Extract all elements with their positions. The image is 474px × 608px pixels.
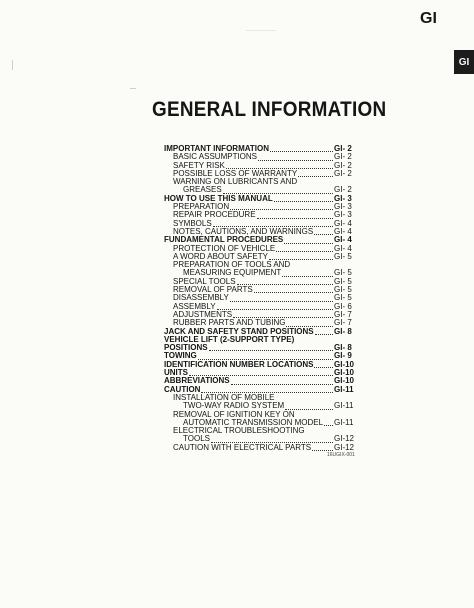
toc-entry-label: ELECTRICAL TROUBLESHOOTING [173,426,305,436]
toc-entry-page: GI- 4 [334,226,352,236]
toc-entry-label: POSITIONS [164,343,208,353]
toc-entry-page: GI- 7 [334,318,352,328]
toc-leader-dots [274,201,333,202]
toc-entry-page: GI-12 [334,434,355,444]
toc-entry-label: SPECIAL TOOLS [173,276,236,286]
toc-leader-dots [276,251,333,252]
page-title: GENERAL INFORMATION [152,98,387,121]
toc-entry-page: GI- 2 [334,152,352,162]
toc-entry-page: GI- 4 [334,235,352,245]
toc-entry-label: PROTECTION OF VEHICLE [173,243,276,253]
toc-entry-page: GI- 6 [334,301,352,311]
toc-entry[interactable] [164,361,360,369]
toc-entry-label: IMPORTANT INFORMATION [164,144,270,153]
toc-entry-label: REPAIR PROCEDURE [173,210,256,220]
toc-entry-label: TOOLS [183,434,210,444]
toc-entry-label: PREPARATION OF TOOLS AND [173,260,291,270]
toc-entry-label: IDENTIFICATION NUMBER LOCATIONS [164,359,314,369]
toc-leader-dots [217,309,333,310]
toc-entry-page: GI-10 [334,359,355,369]
toc-leader-dots [315,334,333,335]
toc-entry-label: MEASURING EQUIPMENT [183,268,282,278]
toc-leader-dots [284,243,333,244]
toc-entry-page: GI- 3 [334,210,352,220]
toc-entry-label: RUBBER PARTS AND TUBING [173,318,286,328]
toc-entry-page: GI- 8 [334,343,352,353]
toc-entry-label: REMOVAL OF IGNITION KEY ON [173,409,295,419]
toc-entry-page: GI- 5 [334,251,352,261]
toc-entry-label: SAFETY RISK [173,160,225,170]
toc-entry-label: CAUTION [164,384,201,394]
toc-leader-dots [209,350,333,351]
toc-entry-label: ASSEMBLY [173,301,216,311]
toc-entry-label: POSSIBLE LOSS OF WARRANTY [173,168,298,178]
section-edge-tab: GI [454,50,474,74]
toc-leader-dots [258,160,333,161]
toc-entry-page: GI- 3 [334,193,352,203]
toc-entry-label: AUTOMATIC TRANSMISSION MODEL [183,417,324,427]
toc-entry-page: GI- 5 [334,268,352,278]
toc-leader-dots [230,301,333,302]
scan-speck [130,88,136,89]
toc-entry-page: GI- 2 [334,160,352,170]
toc-leader-dots [270,151,333,152]
toc-entry-label: NOTES, CAUTIONS, AND WARNINGS [173,226,314,236]
toc-entry-label: PREPARATION [173,202,230,212]
toc-leader-dots [312,450,333,451]
toc-entry-page: GI- 5 [334,276,352,286]
toc-entry-page: GI- 8 [334,326,352,336]
toc-entry-page: GI- 5 [334,285,352,295]
toc-entry-page: GI- 7 [334,309,352,319]
toc-leader-dots [282,276,333,277]
toc-leader-dots [257,218,333,219]
toc-entry-page: GI-11 [334,417,354,427]
table-of-contents [164,145,360,452]
toc-entry-label: ADJUSTMENTS [173,309,233,319]
toc-entry-page: GI- 9 [334,351,352,361]
scan-speck [12,60,13,70]
section-code: GI [420,10,437,27]
toc-leader-dots [314,234,333,235]
toc-entry-page: GI-10 [334,376,355,386]
toc-entry-label: SYMBOLS [173,218,212,228]
toc-entry-page: GI- 2 [334,185,352,195]
toc-entry-page: GI- 5 [334,293,352,303]
toc-entry-label: GREASES [183,185,222,195]
toc-entry-label: DISASSEMBLY [173,293,229,303]
toc-entry-label: TWO-WAY RADIO SYSTEM [183,401,285,411]
toc-entry[interactable] [164,444,360,452]
toc-entry-page: GI-10 [334,368,355,378]
toc-entry-page: GI- 4 [334,218,352,228]
toc-entry-label: TOWING [164,351,197,361]
toc-leader-dots [231,384,333,385]
toc-leader-dots [314,367,333,368]
toc-entry-label: VEHICLE LIFT (2-SUPPORT TYPE) [164,334,295,344]
toc-entry-page: GI-12 [334,442,355,452]
toc-entry-label: JACK AND SAFETY STAND POSITIONS [164,326,314,336]
toc-entry-label: WARNING ON LUBRICANTS AND [173,177,298,187]
figure-code: 16UGIX-001 [327,452,355,458]
scan-speck [246,30,276,31]
toc-entry-label: FUNDAMENTAL PROCEDURES [164,235,284,245]
toc-entry-label: REMOVAL OF PARTS [173,285,253,295]
toc-entry-page: GI-11 [334,384,354,394]
toc-entry-label: INSTALLATION OF MOBILE [173,392,275,402]
toc-entry-page: GI- 2 [334,144,352,153]
toc-entry-page: GI- 3 [334,202,352,212]
toc-entry-label: ABBREVIATIONS [164,376,230,386]
toc-entry-label: A WORD ABOUT SAFETY [173,251,268,261]
toc-leader-dots [298,176,333,177]
toc-entry-label: CAUTION WITH ELECTRICAL PARTS [173,442,312,452]
toc-entry-page: GI- 2 [334,168,352,178]
toc-leader-dots [254,292,333,293]
toc-entry-page: GI-11 [334,401,354,411]
toc-entry-label: HOW TO USE THIS MANUAL [164,193,273,203]
toc-entry-label: BASIC ASSUMPTIONS [173,152,258,162]
toc-entry-label: UNITS [164,368,188,378]
toc-entry-page: GI- 4 [334,243,352,253]
toc-leader-dots [324,425,333,426]
